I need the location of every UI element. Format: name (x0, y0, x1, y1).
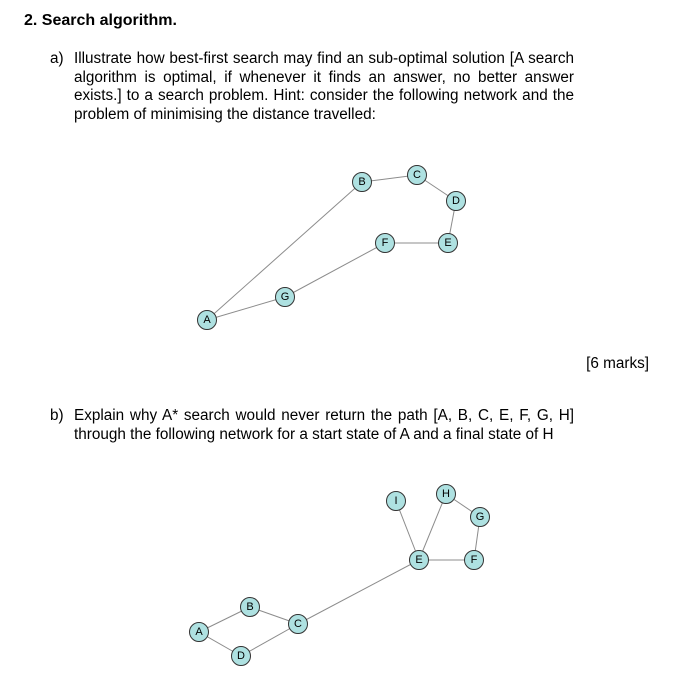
node-b-A (190, 623, 209, 642)
node-a-B (353, 173, 372, 192)
node-a-C (408, 166, 427, 185)
node-a-A (198, 311, 217, 330)
node-label: A (195, 626, 203, 638)
node-label: I (394, 495, 398, 507)
node-label: F (381, 237, 389, 249)
question-a-label: a) (50, 50, 64, 67)
edge-b-h-e (419, 494, 446, 560)
node-a-E (439, 234, 458, 253)
node-b-B (241, 598, 260, 617)
marks-label: [6 marks] (586, 355, 649, 372)
node-label: C (413, 169, 421, 181)
node-label: B (246, 601, 254, 613)
node-label: E (444, 237, 452, 249)
edge-b-c-e (298, 560, 419, 624)
node-label: G (475, 511, 485, 523)
node-label: C (294, 618, 302, 630)
question-b (50, 407, 574, 444)
node-b-E (410, 551, 429, 570)
diagram-a-edges (207, 175, 456, 320)
node-label: D (452, 195, 460, 207)
node-label: F (470, 554, 478, 566)
node-a-G (276, 288, 295, 307)
diagram-b-edges (199, 494, 480, 656)
node-a-F (376, 234, 395, 253)
node-label: B (358, 176, 366, 188)
node-a-D (447, 192, 466, 211)
node-label: G (280, 291, 290, 303)
section-heading: 2. Search algorithm. (24, 12, 177, 29)
node-b-I (387, 492, 406, 511)
node-label: E (415, 554, 423, 566)
node-b-C (289, 615, 308, 634)
edge-a-g (207, 297, 285, 320)
node-b-F (465, 551, 484, 570)
node-label: A (203, 314, 211, 326)
question-a-text: Illustrate how best-first search may find an sub-optimal solution [A search algorithm is optimal, if whenever it finds an answer, no better answer exists.] to a search problem. Hint: consider the following network and the problem of minimising the distance travelled: (74, 50, 574, 123)
question-b-label: b) (50, 407, 64, 424)
node-label: D (237, 650, 245, 662)
node-b-H (437, 485, 456, 504)
node-b-G (471, 508, 490, 527)
question-b-text: Explain why A* search would never return the path [A, B, C, E, F, G, H] through the following network for a start state of A and a final state of H (74, 407, 574, 443)
node-label: H (442, 488, 450, 500)
node-b-D (232, 647, 251, 666)
edge-g-f (285, 243, 385, 297)
